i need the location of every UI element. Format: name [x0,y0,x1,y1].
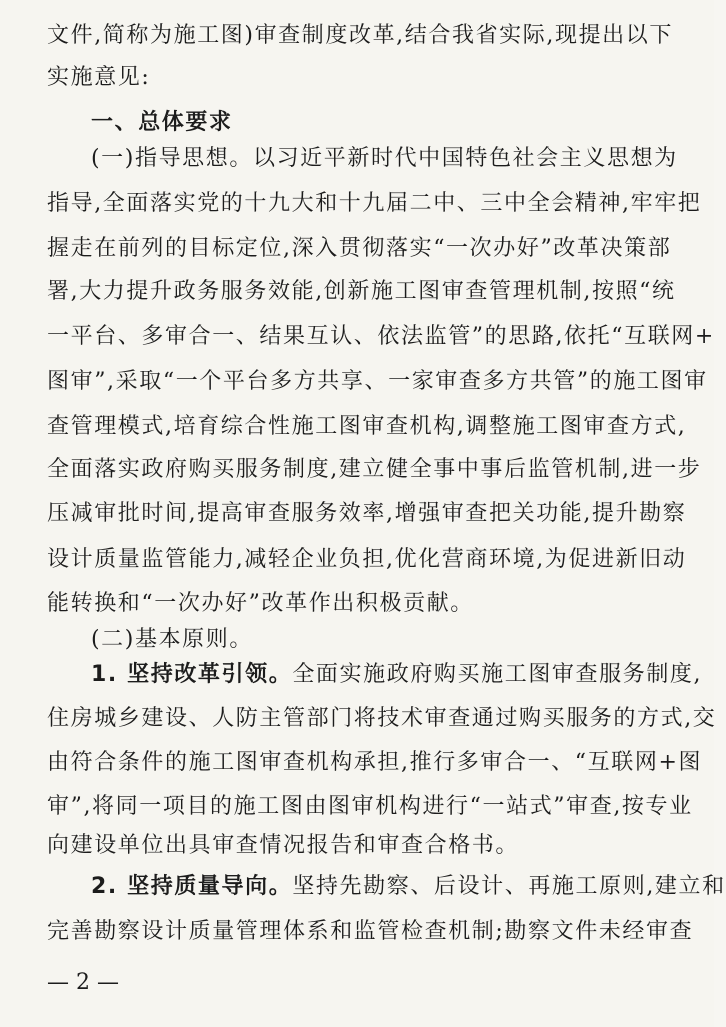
section-heading: 一、总体要求 [91,110,233,135]
text-line: 指导,全面落实党的十九大和十九届二中、三中全会精神,牢牢把 [47,191,702,216]
paragraph-guiding-ideology-line: (一)指导思想。以习近平新时代中国特色社会主义思想为 [91,146,678,171]
text-line: 压减审批时间,提高审查服务效率,增强审查把关功能,提升勘察 [47,501,687,526]
text-line: 完善勘察设计质量管理体系和监管检查机制;勘察文件未经审查 [47,919,694,944]
text-line: 审”,将同一项目的施工图由图审机构进行“一站式”审查,按专业 [47,794,693,819]
text-line: 一平台、多审合一、结果互认、依法监管”的思路,依托“互联网+ [47,324,715,349]
principle-1-title: 1. 坚持改革引领。 [91,662,293,687]
text-line: 向建设单位出具审查情况报告和审查合格书。 [47,833,520,858]
text-line: 文件,简称为施工图)审查制度改革,结合我省实际,现提出以下 [47,23,673,48]
principle-2-title: 2. 坚持质量导向。 [91,874,293,899]
principle-1-line [91,661,703,689]
text-line: 由符合条件的施工图审查机构承担,推行多审合一、“互联网+图 [47,750,703,775]
text-line: 查管理模式,培育综合性施工图审查机构,调整施工图审查方式, [47,414,687,439]
text-line: 图审”,采取“一个平台多方共享、一家审查多方共管”的施工图审 [47,369,708,394]
principle-2-line [91,873,726,901]
text-line: 能转换和“一次办好”改革作出积极贡献。 [47,591,474,616]
text-line: 全面落实政府购买服务制度,建立健全事中事后监管机制,进一步 [47,457,702,482]
subsection-heading: (二)基本原则。 [91,627,253,652]
text-line: 设计质量监管能力,减轻企业负担,优化营商环境,为促进新旧动 [47,547,687,572]
principle-2-text: 坚持先勘察、后设计、再施工原则,建立和 [292,874,726,899]
text-line: 住房城乡建设、人防主管部门将技术审查通过购买服务的方式,交 [47,706,717,731]
text-line: 实施意见: [47,65,151,90]
principle-1-text: 全面实施政府购买施工图审查服务制度, [292,662,703,687]
page-number: — 2 — [47,970,119,995]
text-line: 握走在前列的目标定位,深入贯彻落实“一次办好”改革决策部 [47,236,672,261]
text-line: 署,大力提升政务服务效能,创新施工图审查管理机制,按照“统 [47,279,676,304]
